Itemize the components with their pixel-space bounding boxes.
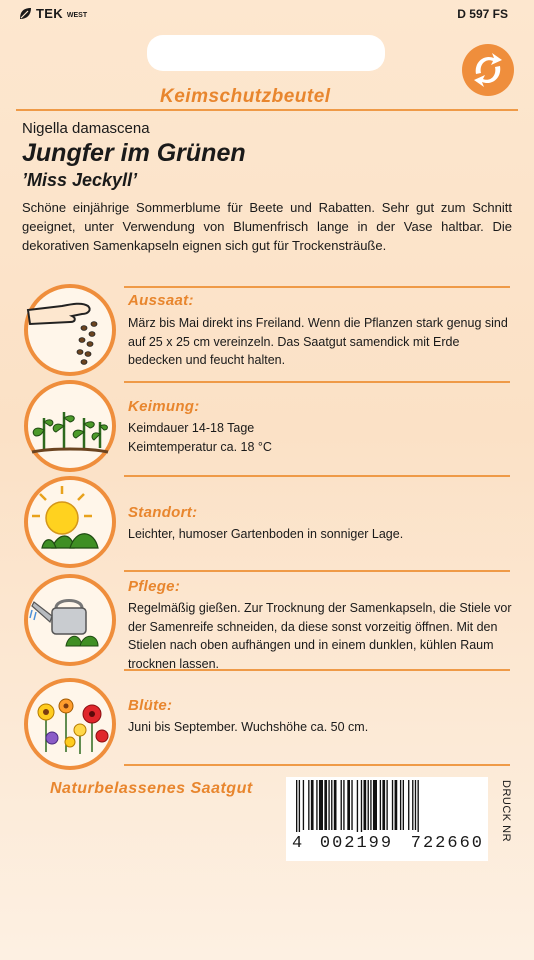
section-heading-standort: Standort:	[128, 504, 198, 521]
sun-plants-icon	[22, 474, 118, 570]
print-number-label: DRUCK NR	[500, 780, 512, 843]
latin-name: Nigella damascena	[22, 120, 150, 137]
product-description: Schöne einjährige Sommerblume für Beete und Rabatten. Sehr gut zum Schnitt geeignet, unter Verwendung von Blumenfrisch lange in der Vase haltbar. Die dekorativen Samenkapseln eignen sich gut für Trockensträuße.	[22, 200, 512, 253]
barcode-bar	[299, 780, 300, 832]
barcode-bar	[316, 780, 317, 830]
barcode-bar	[412, 780, 413, 830]
barcode-bar	[382, 780, 385, 830]
barcode-bar	[408, 780, 409, 830]
barcode-bar	[328, 780, 329, 830]
brand-suffix: WEST	[66, 11, 88, 19]
barcode-bar	[400, 780, 401, 830]
section-heading-keimung: Keimung:	[128, 398, 200, 415]
barcode-bar	[311, 780, 314, 830]
product-code: D 597 FS	[457, 7, 508, 21]
barcode-bar	[324, 780, 327, 830]
barcode-bar	[380, 780, 381, 830]
barcode-bar	[368, 780, 369, 830]
variety-name: ’Miss Jeckyll’	[22, 170, 138, 190]
sowing-hand-icon	[22, 282, 118, 378]
seedlings-icon	[22, 378, 118, 474]
barcode-bar	[357, 780, 358, 832]
barcode-bar	[364, 780, 367, 830]
divider	[124, 475, 510, 477]
barcode-bar	[370, 780, 371, 830]
barcode-bar	[341, 780, 342, 830]
section-text-aussaat: März bis Mai direkt ins Freiland. Wenn die Pflanzen stark genug sind auf 25 x 25 cm vereinzeln. Das Saatgut samendick mit Erde bedecken und feucht halten.	[128, 316, 508, 367]
barcode-number	[292, 834, 484, 853]
divider	[124, 570, 510, 572]
green-dot-recycle-icon	[460, 42, 516, 98]
watering-can-icon	[22, 572, 118, 668]
barcode-bar	[347, 780, 350, 830]
blank-label-box	[147, 35, 385, 71]
barcode-bar	[334, 780, 337, 830]
section-text-pflege: Regelmäßig gießen. Zur Trocknung der Samenkapseln, die Stiele vor der Samenreife schneiden, da diese sonst vorzeitig öffnen. Mit den Stielen nach oben aufhängen und in einem dunklen, kühlen Raum trocknen lassen.	[128, 601, 512, 671]
leaf-icon	[18, 7, 32, 21]
seed-quality-label: Naturbelassenes Saatgut	[50, 780, 253, 797]
barcode-bar	[351, 780, 352, 830]
barcode-bar	[403, 780, 404, 830]
barcode-bar	[415, 780, 416, 830]
barcode-digit-prefix: 4	[292, 834, 303, 853]
barcode-bar	[296, 780, 297, 832]
barcode-bar	[418, 780, 419, 832]
barcode-bar	[343, 780, 344, 830]
section-heading-pflege: Pflege:	[128, 578, 181, 595]
divider	[124, 764, 510, 766]
divider	[124, 381, 510, 383]
section-text-standort: Leichter, humoser Gartenboden in sonniger Lage.	[128, 527, 404, 541]
flowers-icon	[22, 676, 118, 772]
barcode-bar	[392, 780, 393, 830]
page-title: Jungfer im Grünen	[22, 139, 246, 167]
barcode-bar	[319, 780, 323, 830]
packet-type-label: Keimschutzbeutel	[160, 86, 331, 107]
brand-name: TEK	[36, 6, 63, 21]
section-heading-bluete: Blüte:	[128, 697, 173, 714]
section-heading-aussaat: Aussaat:	[128, 292, 194, 309]
barcode-bar	[308, 780, 309, 830]
brand-logo	[18, 6, 87, 21]
barcode-digits-left: 002199	[319, 834, 394, 853]
barcode-bar	[373, 780, 377, 830]
barcode-bar	[331, 780, 332, 830]
divider	[124, 286, 510, 288]
divider	[16, 109, 518, 111]
barcode-digits-right: 722660	[410, 834, 484, 853]
barcode-bar	[386, 780, 387, 830]
barcode-icon	[292, 780, 482, 832]
barcode-bar	[361, 780, 362, 832]
section-text-bluete: Juni bis September. Wuchshöhe ca. 50 cm.	[128, 720, 369, 734]
section-text-keimung: Keimdauer 14-18 Tage Keimtemperatur ca. 18 °C	[128, 421, 272, 454]
barcode-bar	[303, 780, 304, 830]
barcode-bar	[395, 780, 398, 830]
